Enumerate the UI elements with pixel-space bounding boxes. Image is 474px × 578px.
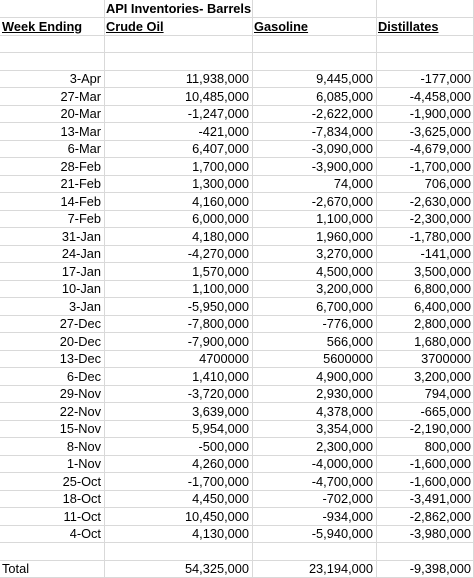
gasoline-cell[interactable]: -3,900,000 <box>311 158 373 174</box>
distillates-cell[interactable]: -1,600,000 <box>409 473 471 489</box>
distillates-cell[interactable]: -3,980,000 <box>409 526 471 541</box>
week-ending-cell[interactable]: 17-Jan <box>61 263 101 279</box>
distillates-cell[interactable]: -177,000 <box>420 71 471 86</box>
distillates-cell[interactable]: -3,491,000 <box>409 491 471 506</box>
table-row <box>0 210 474 228</box>
distillates-cell[interactable]: 800,000 <box>424 438 471 454</box>
week-ending-cell[interactable]: 6-Mar <box>67 141 101 156</box>
distillates-cell[interactable]: 6,400,000 <box>414 298 471 314</box>
table-row <box>0 403 474 421</box>
distillates-cell[interactable]: -1,900,000 <box>409 106 471 121</box>
distillates-cell[interactable]: 706,000 <box>424 176 471 191</box>
crude-oil-cell[interactable]: -1,700,000 <box>187 473 249 489</box>
crude-oil-cell[interactable]: 6,000,000 <box>192 211 249 226</box>
distillates-cell[interactable]: -1,780,000 <box>409 228 471 244</box>
week-ending-cell[interactable]: 20-Mar <box>60 106 101 121</box>
crude-oil-cell[interactable]: 1,300,000 <box>192 176 249 191</box>
crude-oil-cell[interactable]: -7,800,000 <box>187 316 249 331</box>
gasoline-cell[interactable]: 4,500,000 <box>316 263 373 279</box>
week-ending-cell[interactable]: 25-Oct <box>62 473 101 489</box>
distillates-cell[interactable]: -2,630,000 <box>409 193 471 209</box>
gasoline-cell[interactable]: -5,940,000 <box>311 526 373 541</box>
table-row <box>0 525 474 543</box>
crude-oil-cell[interactable]: -7,900,000 <box>187 333 249 349</box>
gasoline-cell[interactable]: -934,000 <box>322 508 373 524</box>
table-row <box>0 193 474 211</box>
distillates-cell[interactable]: 3700000 <box>421 351 471 366</box>
crude-oil-cell[interactable]: -5,950,000 <box>187 298 249 314</box>
gasoline-cell[interactable]: 2,930,000 <box>316 386 373 401</box>
gasoline-cell[interactable]: 1,960,000 <box>316 228 373 244</box>
week-ending-cell[interactable]: 3-Jan <box>68 298 101 314</box>
crude-oil-cell[interactable]: -421,000 <box>198 123 249 139</box>
table-row <box>0 298 474 316</box>
gasoline-cell[interactable]: 1,100,000 <box>316 211 373 226</box>
total-crude-oil[interactable]: 54,325,000 <box>184 560 249 576</box>
crude-oil-cell[interactable]: 4700000 <box>199 351 249 366</box>
table-row <box>0 420 474 438</box>
header-row <box>0 18 474 36</box>
distillates-cell[interactable]: 794,000 <box>424 386 471 401</box>
table-row <box>0 228 474 246</box>
crude-oil-cell[interactable]: 4,160,000 <box>192 193 249 209</box>
gasoline-cell[interactable]: -4,700,000 <box>311 473 373 489</box>
week-ending-cell[interactable]: 20-Dec <box>59 333 101 349</box>
week-ending-cell[interactable]: 10-Jan <box>61 281 101 296</box>
week-ending-cell[interactable]: 13-Mar <box>60 123 101 139</box>
table-row <box>0 473 474 491</box>
week-ending-cell[interactable]: 11-Oct <box>63 508 101 524</box>
week-ending-cell[interactable]: 21-Feb <box>60 176 101 191</box>
table-row <box>0 245 474 263</box>
crude-oil-cell[interactable]: 1,100,000 <box>192 281 249 296</box>
gasoline-cell[interactable]: -2,670,000 <box>311 193 373 209</box>
crude-oil-cell[interactable]: -3,720,000 <box>187 386 249 401</box>
distillates-cell[interactable]: -4,458,000 <box>409 88 471 104</box>
distillates-cell[interactable]: 2,800,000 <box>414 316 471 331</box>
gasoline-cell[interactable]: 6,085,000 <box>316 88 373 104</box>
crude-oil-cell[interactable]: 4,450,000 <box>192 491 249 506</box>
gasoline-cell[interactable]: 2,300,000 <box>316 438 373 454</box>
week-ending-cell[interactable]: 22-Nov <box>59 403 101 419</box>
table-row <box>0 280 474 298</box>
gasoline-cell[interactable]: -776,000 <box>322 316 373 331</box>
crude-oil-cell[interactable]: -500,000 <box>198 438 249 454</box>
header-distillates[interactable]: Distillates <box>378 18 439 34</box>
table-row <box>0 70 474 88</box>
table-row <box>0 88 474 106</box>
crude-oil-cell[interactable]: 1,700,000 <box>192 158 249 174</box>
week-ending-cell[interactable]: 31-Jan <box>61 228 101 244</box>
gasoline-cell[interactable]: 3,200,000 <box>316 281 373 296</box>
gasoline-cell[interactable]: -3,090,000 <box>311 141 373 156</box>
crude-oil-cell[interactable]: 6,407,000 <box>192 141 249 156</box>
gasoline-cell[interactable]: 4,900,000 <box>316 368 373 384</box>
table-row <box>0 350 474 368</box>
gasoline-cell[interactable]: 9,445,000 <box>316 71 373 86</box>
table-row <box>0 508 474 526</box>
distillates-cell[interactable]: 3,500,000 <box>414 263 471 279</box>
distillates-cell[interactable]: 3,200,000 <box>414 368 471 384</box>
table-row <box>0 263 474 281</box>
week-ending-cell[interactable]: 1-Nov <box>66 456 101 471</box>
crude-oil-cell[interactable]: 1,570,000 <box>192 263 249 279</box>
table-row <box>0 368 474 386</box>
week-ending-cell[interactable]: 14-Feb <box>60 193 101 209</box>
gasoline-cell[interactable]: 3,270,000 <box>316 246 373 261</box>
distillates-cell[interactable]: 1,680,000 <box>414 333 471 349</box>
gasoline-cell[interactable]: 3,354,000 <box>316 421 373 436</box>
table-title[interactable]: API Inventories- Barrels <box>106 1 252 16</box>
gasoline-cell[interactable]: -702,000 <box>322 491 373 506</box>
week-ending-cell[interactable]: 24-Jan <box>61 246 101 261</box>
week-ending-cell[interactable]: 7-Feb <box>67 211 101 226</box>
crude-oil-cell[interactable]: 3,639,000 <box>192 403 249 419</box>
table-row <box>0 315 474 333</box>
distillates-cell[interactable]: -2,862,000 <box>409 508 471 524</box>
week-ending-cell[interactable]: 18-Oct <box>62 491 101 506</box>
row-gridline <box>0 52 474 53</box>
week-ending-cell[interactable]: 27-Dec <box>59 316 101 331</box>
table-row <box>0 333 474 351</box>
distillates-cell[interactable]: -2,190,000 <box>409 421 471 436</box>
crude-oil-cell[interactable]: 4,180,000 <box>192 228 249 244</box>
gasoline-cell[interactable]: 5600000 <box>323 351 373 366</box>
crude-oil-cell[interactable]: 4,130,000 <box>192 526 249 541</box>
gasoline-cell[interactable]: -2,622,000 <box>311 106 373 121</box>
gasoline-cell[interactable]: -4,000,000 <box>311 456 373 471</box>
header-crude-oil[interactable]: Crude Oil <box>106 18 164 34</box>
gasoline-cell[interactable]: 4,378,000 <box>316 403 373 419</box>
table-row <box>0 140 474 158</box>
crude-oil-cell[interactable]: 11,938,000 <box>185 71 249 86</box>
total-distillates[interactable]: -9,398,000 <box>409 560 471 576</box>
week-ending-cell[interactable]: 29-Nov <box>59 386 101 401</box>
week-ending-cell[interactable]: 8-Nov <box>66 438 101 454</box>
week-ending-cell[interactable]: 6-Dec <box>66 368 101 384</box>
table-row <box>0 438 474 456</box>
total-gasoline[interactable]: 23,194,000 <box>308 560 373 576</box>
distillates-cell[interactable]: 6,800,000 <box>414 281 471 296</box>
week-ending-cell[interactable]: 13-Dec <box>59 351 101 366</box>
distillates-cell[interactable]: -1,600,000 <box>409 456 471 471</box>
total-label[interactable]: Total <box>2 560 30 576</box>
table-row <box>0 490 474 508</box>
distillates-cell[interactable]: -141,000 <box>420 246 471 261</box>
title-row <box>0 0 474 18</box>
crude-oil-cell[interactable]: 1,410,000 <box>192 368 249 384</box>
crude-oil-cell[interactable]: 4,260,000 <box>192 456 249 471</box>
header-gasoline[interactable]: Gasoline <box>254 18 309 34</box>
crude-oil-cell[interactable]: 10,450,000 <box>184 508 249 524</box>
week-ending-cell[interactable]: 28-Feb <box>60 158 101 174</box>
table-row <box>0 455 474 473</box>
week-ending-cell[interactable]: 4-Oct <box>69 526 101 541</box>
header-week-ending[interactable]: Week Ending <box>2 18 83 34</box>
crude-oil-cell[interactable]: 10,485,000 <box>184 88 249 104</box>
table-row <box>0 105 474 123</box>
week-ending-cell[interactable]: 27-Mar <box>60 88 101 104</box>
crude-oil-cell[interactable]: -4,270,000 <box>187 246 249 261</box>
week-ending-cell[interactable]: 3-Apr <box>69 71 101 86</box>
distillates-cell[interactable]: -2,300,000 <box>409 211 471 226</box>
distillates-cell[interactable]: -665,000 <box>420 403 471 419</box>
distillates-cell[interactable]: -4,679,000 <box>409 141 471 156</box>
gasoline-cell[interactable]: 566,000 <box>326 333 373 349</box>
crude-oil-cell[interactable]: -1,247,000 <box>187 106 249 121</box>
gasoline-cell[interactable]: 6,700,000 <box>316 298 373 314</box>
table-row <box>0 385 474 403</box>
week-ending-cell[interactable]: 15-Nov <box>59 421 101 436</box>
crude-oil-cell[interactable]: 5,954,000 <box>192 421 249 436</box>
gasoline-cell[interactable]: -7,834,000 <box>311 123 373 139</box>
table-row <box>0 158 474 176</box>
table-row <box>0 175 474 193</box>
distillates-cell[interactable]: -3,625,000 <box>409 123 471 139</box>
distillates-cell[interactable]: -1,700,000 <box>409 158 471 174</box>
gasoline-cell[interactable]: 74,000 <box>333 176 373 191</box>
table-row <box>0 123 474 141</box>
total-row <box>0 560 474 578</box>
